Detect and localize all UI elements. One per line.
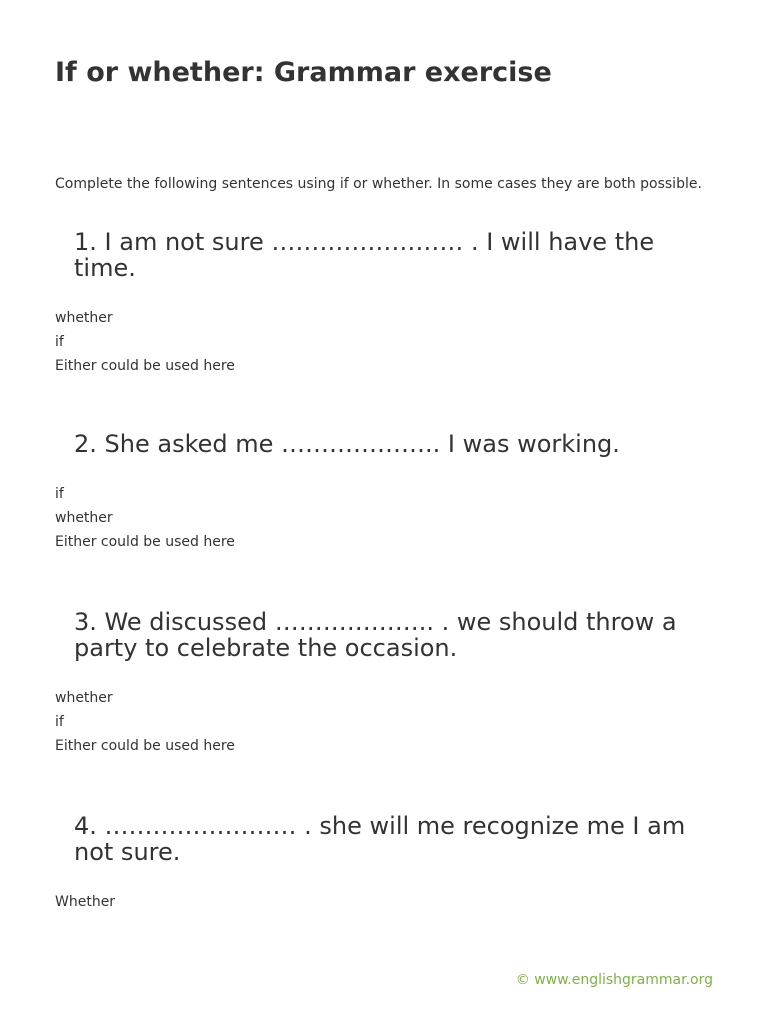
instructions-text: Complete the following sentences using if or whether. In some cases they are both possible. [55,176,702,192]
answer-option[interactable]: if [55,714,64,730]
answer-options [55,686,705,758]
answer-option[interactable]: Whether [55,894,116,910]
answer-option[interactable]: if [55,486,64,502]
question-text: 2. She asked me ……………….. I was working. [74,430,620,458]
answer-options [55,890,705,914]
answer-options [55,482,705,554]
question-2 [55,431,705,554]
answer-options [55,306,705,378]
page-title: If or whether: Grammar exercise [55,57,552,88]
question-text: 4. …………………… . she will me recognize me I am not sure. [74,812,686,866]
footer-copyright-link[interactable]: © www.englishgrammar.org [515,972,713,988]
answer-option[interactable]: whether [55,310,113,326]
answer-option[interactable]: Either could be used here [55,534,235,550]
answer-option[interactable]: whether [55,690,113,706]
question-text: 3. We discussed ……………….. . we should throw a party to celebrate the occasion. [74,608,677,662]
answer-option[interactable]: Either could be used here [55,358,235,374]
answer-option[interactable]: if [55,334,64,350]
question-1 [55,229,705,378]
answer-option[interactable]: whether [55,510,113,526]
question-4 [55,813,705,914]
question-text: 1. I am not sure …………………… . I will have the time. [74,228,655,282]
answer-option[interactable]: Either could be used here [55,738,235,754]
question-3 [55,609,705,758]
